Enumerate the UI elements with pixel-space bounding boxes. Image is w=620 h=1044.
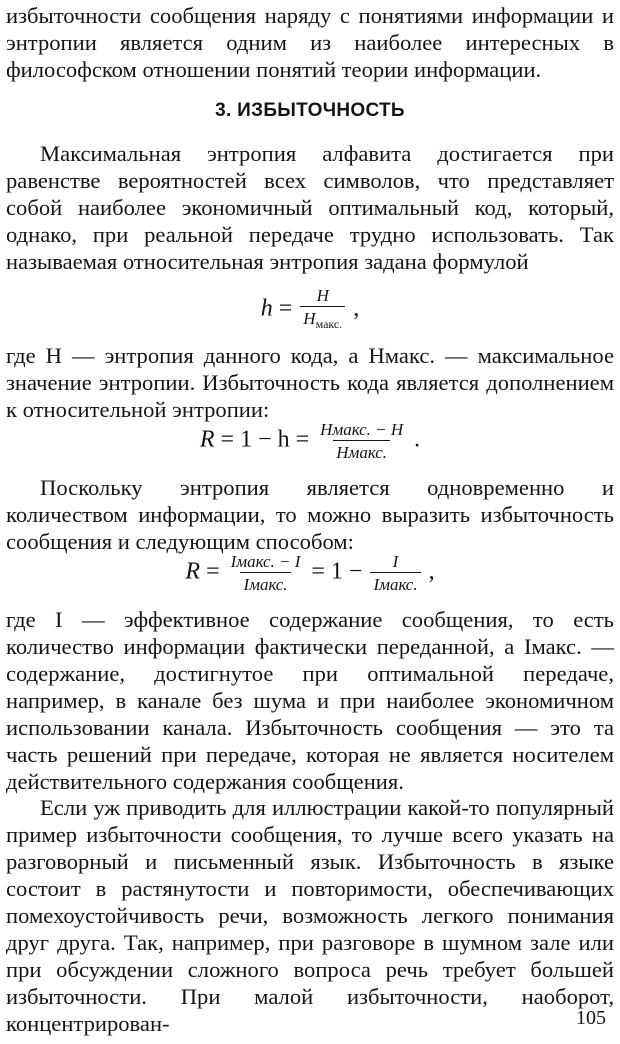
formula-1-lhs: h — [260, 295, 273, 322]
formula-3-lhs: R — [185, 558, 201, 585]
formula-relative-entropy — [6, 286, 614, 334]
formula-3-numerator-1: Iмакс. − I — [230, 552, 301, 571]
formula-2-denominator: Hмакс. — [333, 440, 390, 462]
formula-3-trailing: , — [428, 558, 435, 585]
paragraph-information-quantity: Поскольку энтропия является одновременно и количеством информации, то можно выразить избыточность сообщения и следующим способом: — [6, 475, 614, 554]
formula-3-denominator-1: Iмакс. — [240, 572, 290, 594]
paragraph-effective-content: где I — эффективное содержание сообщения, то есть количество информации фактически переданной, а Iмакс. — содержание, достигнутое при оптимальной передаче, например, в канале без шума и при наиболее экономичном использовании канала. Избыточность сообщения — это та часть решений при передаче, которая не является носителем действительного содержания сообщения. — [6, 607, 614, 794]
formula-1-trailing: , — [353, 295, 360, 322]
formula-3-denominator-2: Iмакс. — [370, 572, 420, 594]
formula-2-fraction — [317, 420, 406, 462]
formula-1-eq: = — [278, 295, 293, 322]
formula-1-denominator — [300, 306, 345, 334]
paragraph-entropy-max: Максимальная энтропия алфавита достигается при равенстве вероятностей всех символов, что представляет собой наиболее экономичный оптимальный код, который, однако, при реальной передаче трудно использовать. Так называемая относительная энтропия задана формулой — [6, 141, 614, 274]
formula-3-fraction-1 — [228, 552, 304, 594]
formula-3-middle: = 1 − — [311, 558, 363, 585]
formula-3-eq: = — [206, 558, 220, 585]
formula-1-fraction — [300, 286, 345, 334]
formula-1-denominator-base: H — [303, 309, 316, 328]
formula-redundancy — [6, 420, 614, 462]
formula-2-numerator: Hмакс. − H — [320, 420, 404, 439]
formula-2-lhs: R — [199, 426, 215, 453]
formula-2-trailing: . — [414, 426, 421, 453]
formula-1-numerator: H — [316, 286, 329, 305]
intro-paragraph: избыточности сообщения наряду с понятиями информации и энтропии является одним из наиболее интересных в философском отношении понятий теории информации. — [6, 3, 614, 82]
paragraph-redundancy-definition: где H — энтропия данного кода, а Hмакс. — максимальное значение энтропии. Избыточность кода является дополнением к относительной энтропии: — [6, 343, 614, 422]
paragraph-language-example: Если уж приводить для иллюстрации какой-то популярный пример избыточности сообщения, то лучше всего указать на разговорный и письменный язык. Избыточность в языке состоит в растянутости и повторимости, обеспечивающих помехоустойчивость речи, возможность легкого понимания друг друга. Так, например, при разговоре в шумном зале или при обсуждении сложного вопроса речь требует большей избыточности. При малой избыточности, наоборот, концентрирован- — [6, 795, 614, 1036]
formula-2-middle: = 1 − h = — [220, 426, 310, 453]
section-heading: 3. ИЗБЫТОЧНОСТЬ — [215, 100, 405, 121]
formula-1-denominator-sub: макс. — [315, 317, 343, 331]
formula-message-redundancy — [6, 552, 614, 594]
page-number: 105 — [576, 1007, 606, 1029]
formula-3-fraction-2 — [370, 552, 420, 594]
formula-3-numerator-2: I — [392, 552, 399, 571]
